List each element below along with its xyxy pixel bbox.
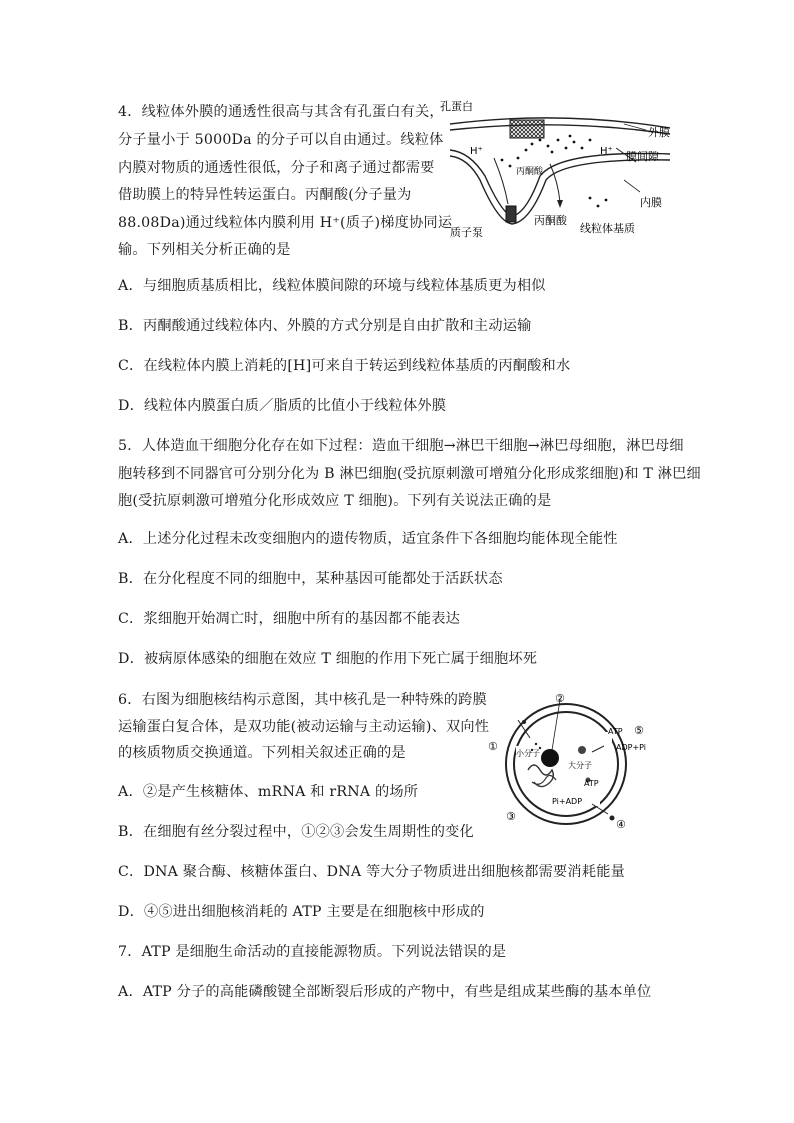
q5-option-b: B．在分化程度不同的细胞中，某种基因可能都处于活跃状态 <box>118 571 503 587</box>
label-large-molecule: 大分子 <box>568 761 592 770</box>
nucleus-structure-figure <box>488 692 658 838</box>
q4-stem-line-3: 内膜对物质的通透性很低，分子和离子通过都需要 <box>118 160 435 176</box>
q6-option-a: A．②是产生核糖体、mRNA 和 rRNA 的场所 <box>118 784 419 800</box>
q4-stem-line-2: 分子量小于 5000Da 的分子可以自由通过。线粒体 <box>118 132 444 148</box>
label-inner-membrane: 内膜 <box>640 196 662 209</box>
label-intermembrane-space: 膜间隙 <box>626 150 659 163</box>
q4-stem-line-1: 4．线粒体外膜的通透性很高与其含有孔蛋白有关， <box>118 104 444 120</box>
label-pyruvate-mid: 丙酮酸 <box>516 167 544 177</box>
label-2: ② <box>555 692 565 705</box>
label-pi-adp: Pi+ADP <box>552 797 583 806</box>
q6-stem-line-2: 运输蛋白复合体，是双功能(被动运输与主动运输)、双向性 <box>118 719 490 735</box>
label-4: ④ <box>616 818 626 831</box>
q4-option-b: B．丙酮酸通过线粒体内、外膜的方式分别是自由扩散和主动运输 <box>118 318 532 334</box>
q5-stem-line-2: 胞转移到不同器官可分别分化为 B 淋巴细胞(受抗原刺激可增殖分化形成浆细胞)和 T 淋巴细 <box>118 466 701 482</box>
label-matrix: 线粒体基质 <box>580 222 635 235</box>
label-proton-pump: 质子泵 <box>450 226 483 239</box>
q6-stem-line-3: 的核质物质交换通道。下列相关叙述正确的是 <box>118 745 406 761</box>
q5-option-c: C．浆细胞开始凋亡时，细胞中所有的基因都不能表达 <box>118 611 460 627</box>
label-porin: 孔蛋白 <box>440 100 473 113</box>
q4-stem-line-6: 输。下列相关分析正确的是 <box>118 242 291 258</box>
q5-option-d: D．被病原体感染的细胞在效应 T 细胞的作用下死亡属于细胞坏死 <box>118 651 538 667</box>
q4-option-d: D．线粒体内膜蛋白质／脂质的比值小于线粒体外膜 <box>118 398 447 414</box>
label-atp-mid: ATP <box>584 779 599 788</box>
q6-option-d: D．④⑤进出细胞核消耗的 ATP 主要是在细胞核中形成的 <box>118 904 485 920</box>
q4-option-c: C．在线粒体内膜上消耗的[H]可来自于转运到线粒体基质的丙酮酸和水 <box>118 358 571 374</box>
mitochondria-membrane-figure <box>440 96 680 256</box>
label-adp-pi: ADP+Pi <box>616 743 647 752</box>
q6-option-c: C．DNA 聚合酶、核糖体蛋白、DNA 等大分子物质进出细胞核都需要消耗能量 <box>118 864 625 880</box>
q5-stem-line-1: 5．人体造血干细胞分化存在如下过程：造血干细胞→淋巴干细胞→淋巴母细胞，淋巴母细 <box>118 438 684 454</box>
label-atp-top: ATP <box>608 727 623 736</box>
label-pyruvate-low: 丙酮酸 <box>534 214 567 227</box>
label-outer-membrane: 外膜 <box>648 126 670 139</box>
label-proton-1: H⁺ <box>470 146 483 157</box>
q6-option-b: B．在细胞有丝分裂过程中，①②③会发生周期性的变化 <box>118 824 474 840</box>
label-5: ⑤ <box>634 724 644 737</box>
q7-stem-line-1: 7．ATP 是细胞生命活动的直接能源物质。下列说法错误的是 <box>118 944 507 960</box>
q5-option-a: A．上述分化过程未改变细胞内的遗传物质，适宜条件下各细胞均能体现全能性 <box>118 531 618 547</box>
matrix-dots <box>589 197 608 208</box>
label-3: ③ <box>506 810 516 823</box>
q4-option-a: A．与细胞质基质相比，线粒体膜间隙的环境与线粒体基质更为相似 <box>118 278 546 294</box>
label-small-molecule: 小分子 <box>516 749 540 758</box>
label-1: ① <box>488 740 498 753</box>
label-proton-2: H⁺ <box>600 146 613 157</box>
intermembrane-dots <box>501 135 592 168</box>
nucleolus-shape <box>541 749 559 767</box>
q4-stem-line-5: 88.08Da)通过线粒体内膜利用 H⁺(质子)梯度协同运 <box>118 215 453 231</box>
q4-stem-line-4: 借助膜上的特异性转运蛋白。丙酮酸(分子量为 <box>118 187 412 203</box>
q7-option-a: A．ATP 分子的高能磷酸键全部断裂后形成的产物中，有些是组成某些酶的基本单位 <box>118 984 652 1000</box>
q6-stem-line-1: 6．右图为细胞核结构示意图，其中核孔是一种特殊的跨膜 <box>118 692 487 708</box>
q5-stem-line-3: 胞(受抗原刺激可增殖分化形成效应 T 细胞)。下列有关说法正确的是 <box>118 493 552 509</box>
proton-pump-shape <box>506 206 516 222</box>
porin-shape <box>510 120 544 138</box>
